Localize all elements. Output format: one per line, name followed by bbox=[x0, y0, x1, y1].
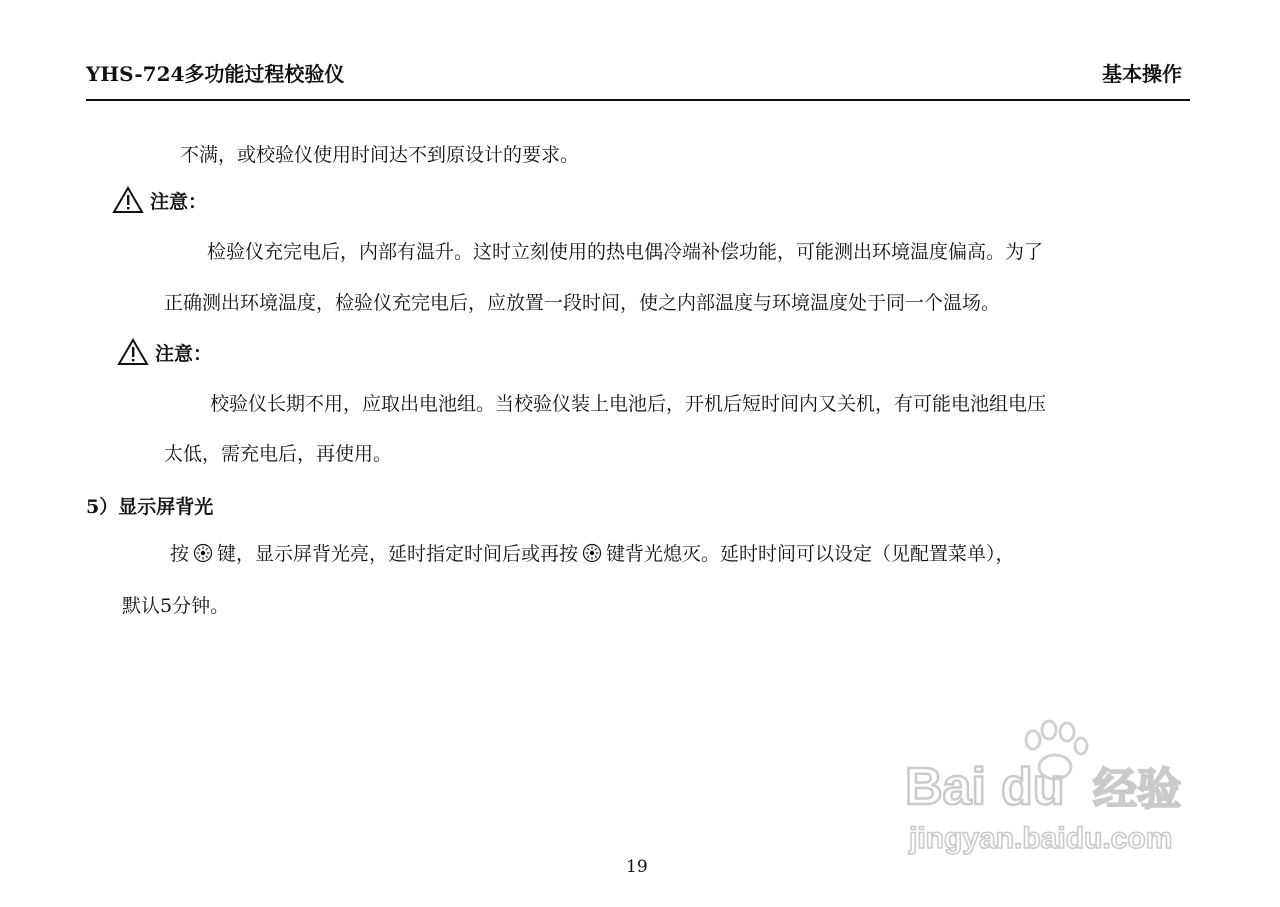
text-run: 按 bbox=[170, 543, 190, 565]
paragraph-line: 校验仪长期不用，应取出电池组。当校验仪装上电池后，开机后短时间内又关机，有可能电池组电压 bbox=[210, 393, 1047, 415]
svg-text:Bai: Bai bbox=[905, 758, 986, 816]
note-heading bbox=[117, 338, 212, 366]
note-heading bbox=[112, 186, 207, 214]
warning-triangle-icon bbox=[117, 338, 149, 366]
paragraph-line: 检验仪充完电后，内部有温升。这时立刻使用的热电偶冷端补偿功能，可能测出环境温度偏高。为了 bbox=[207, 241, 1044, 263]
section-heading: 5）显示屏背光 bbox=[86, 496, 214, 518]
svg-text:经验: 经验 bbox=[1093, 764, 1181, 815]
text-run: 键，显示屏背光亮，延时指定时间后或再按 bbox=[217, 543, 579, 565]
paragraph-line bbox=[170, 542, 1015, 566]
paragraph-line: 太低，需充电后，再使用。 bbox=[164, 443, 393, 465]
text-run: 键背光熄灭。延时时间可以设定（见配置菜单）， bbox=[606, 543, 1015, 565]
svg-text:jingyan.baidu.com: jingyan.baidu.com bbox=[909, 822, 1173, 855]
section-title: 基本操作 bbox=[1102, 62, 1182, 86]
paragraph-line: 默认5分钟。 bbox=[122, 595, 230, 617]
document-title: YHS-724多功能过程校验仪 bbox=[86, 62, 345, 86]
svg-text:du: du bbox=[1001, 758, 1065, 816]
backlight-key-icon bbox=[582, 543, 602, 563]
paragraph-line: 正确测出环境温度，检验仪充完电后，应放置一段时间，使之内部温度与环境温度处于同一个温场。 bbox=[164, 292, 1001, 314]
note-label: 注意： bbox=[150, 190, 208, 213]
paragraph-line: 不满，或校验仪使用时间达不到原设计的要求。 bbox=[180, 144, 580, 166]
warning-triangle-icon bbox=[112, 186, 144, 214]
header-divider bbox=[86, 99, 1190, 101]
page-number: 19 bbox=[626, 857, 648, 877]
note-label: 注意： bbox=[155, 342, 213, 365]
backlight-key-icon bbox=[193, 543, 213, 563]
baidu-watermark-logo bbox=[905, 712, 1205, 862]
